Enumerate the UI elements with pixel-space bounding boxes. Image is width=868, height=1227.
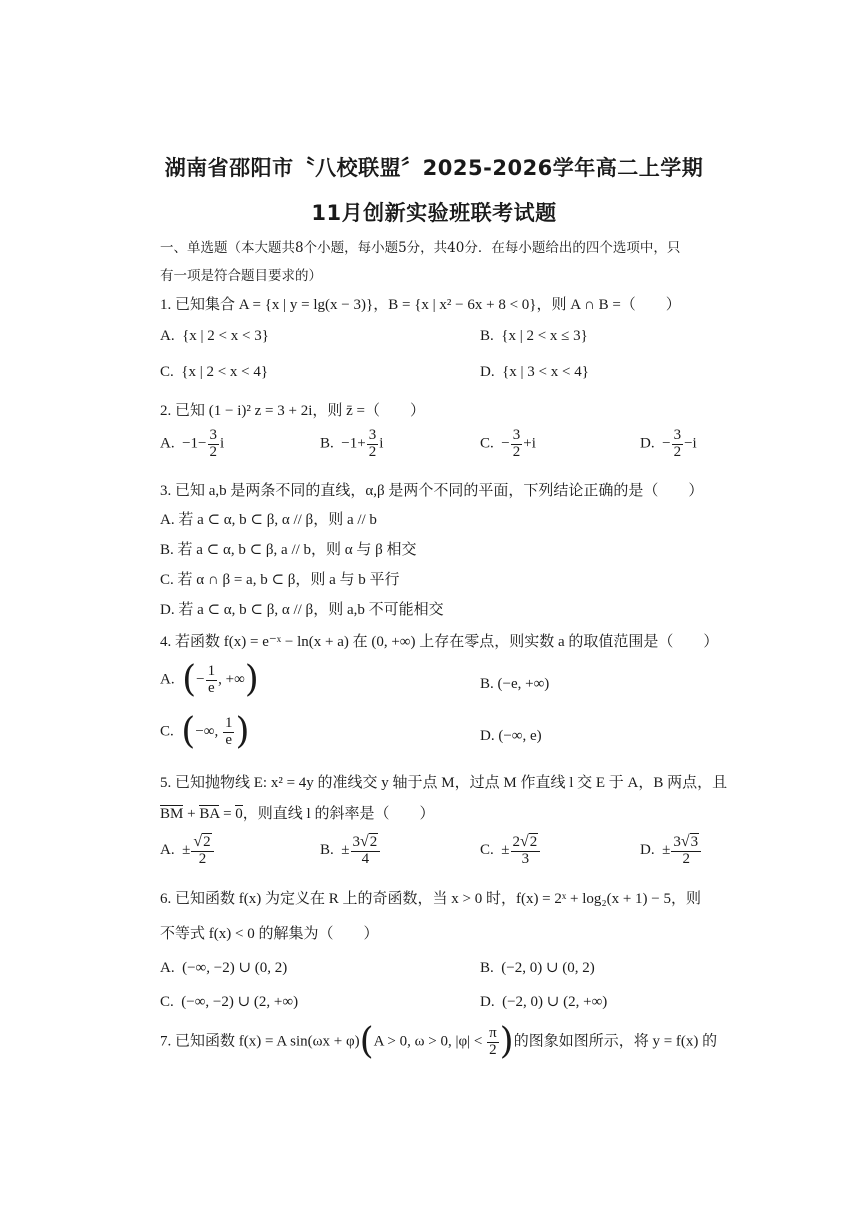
question-3-option-a: A. 若 a ⊂ α, b ⊂ β, α // β，则 a // b xyxy=(160,512,377,528)
question-2-option-d: D. − $\frac{3}{2}$ −i xyxy=(640,427,697,460)
question-2-option-c: C. − $\frac{3}{2}$ +i xyxy=(480,427,536,460)
question-6-option-b: B. (−2, 0) ∪ (0, 2) xyxy=(480,960,595,976)
question-5-stem-line-1: 5. 已知抛物线 E: x² = 4y 的准线交 y 轴于点 M，过点 M 作直线 l 交 E 于 A，B 两点，且 xyxy=(160,775,728,791)
question-6-stem-line-1: 6. 已知函数 f(x) 为定义在 R 上的奇函数，当 x > 0 时，f(x) = 2ˣ + log₂(x + 1) − 5，则 xyxy=(160,891,701,907)
exam-title-line-1: 湖南省邵阳市〝八校联盟〞2025-2026学年高二上学期 xyxy=(164,156,704,180)
question-4-option-d: D. (−∞, e) xyxy=(480,728,542,744)
question-4-stem: 4. 若函数 f(x) = e⁻ˣ − ln(x + a) 在 (0, +∞) 上存在零点，则实数 a 的取值范围是（ ） xyxy=(160,634,719,650)
question-3-option-b: B. 若 a ⊂ α, b ⊂ β, a // b，则 α 与 β 相交 xyxy=(160,542,417,558)
question-1-ask: ，则 A ∩ B =（ ） xyxy=(536,297,681,313)
question-5-option-a: A. ± $\frac{√2}{2}$ xyxy=(160,834,215,868)
question-3-stem: 3. 已知 a,b 是两条不同的直线，α,β 是两个不同的平面，下列结论正确的是（ ） xyxy=(160,483,704,499)
question-6-stem-line-2: 不等式 f(x) < 0 的解集为（ ） xyxy=(160,926,379,942)
zero-vector: 0 xyxy=(235,806,243,822)
question-1-prefix: 1. 已知集合 xyxy=(160,297,239,313)
question-3-option-c: C. 若 α ∩ β = a, b ⊂ β，则 a 与 b 平行 xyxy=(160,572,400,588)
question-7-stem: 7. 已知函数 f(x) = A sin(ωx + φ)(A > 0, ω > 0, |φ| < $\frac{\pi}{2}$ )的图象如图所示，将 y = f(x) 的 xyxy=(160,1021,718,1062)
section-instruction-line-2: 有一项是符合题目要求的） xyxy=(160,268,322,284)
question-6-option-d: D. (−2, 0) ∪ (2, +∞) xyxy=(480,994,608,1010)
question-1-option-b: B. {x | 2 < x ≤ 3} xyxy=(480,328,588,344)
question-6-option-a: A. (−∞, −2) ∪ (0, 2) xyxy=(160,960,288,976)
question-5-stem-line-2: BM + BA = 0，则直线 l 的斜率是（ ） xyxy=(160,806,435,822)
question-5-option-c: C. ± $\frac{2√2}{3}$ xyxy=(480,834,541,868)
question-5-option-d: D. ± $\frac{3√3}{2}$ xyxy=(640,834,702,868)
question-2-option-a: A. −1− $\frac{3}{2}$ i xyxy=(160,427,225,460)
exam-title-line-2: 11月创新实验班联考试题 xyxy=(311,201,557,225)
vector-ba: BA xyxy=(199,806,220,822)
question-4-option-c: C. (−∞, $\frac{1}{e}$ ) xyxy=(160,711,250,752)
question-3-option-d: D. 若 a ⊂ α, b ⊂ β, α // β，则 a,b 不可能相交 xyxy=(160,602,444,618)
question-1-option-c: C. {x | 2 < x < 4} xyxy=(160,364,269,380)
question-2-stem: 2. 已知 (1 − i)² z = 3 + 2i，则 z̄ =（ ） xyxy=(160,403,425,419)
question-4-option-a: A. (− $\frac{1}{e}$ , +∞) xyxy=(160,659,259,700)
question-2-option-b: B. −1+ $\frac{3}{2}$ i xyxy=(320,427,384,460)
question-1-option-a: A. {x | 2 < x < 3} xyxy=(160,328,269,344)
question-6-option-c: C. (−∞, −2) ∪ (2, +∞) xyxy=(160,994,299,1010)
section-instruction-line-1: 一、单选题（本大题共8个小题，每小题5分，共40分．在每小题给出的四个选项中，只 xyxy=(160,240,681,256)
question-1-stem xyxy=(160,293,681,314)
question-1-option-d: D. {x | 3 < x < 4} xyxy=(480,364,589,380)
question-1-set-b: B = {x | x² − 6x + 8 < 0} xyxy=(388,297,537,313)
question-5-option-b: B. ± $\frac{3√2}{4}$ xyxy=(320,834,381,868)
question-1-set-a: A = {x | y = lg(x − 3)} xyxy=(238,297,374,313)
question-4-option-b: B. (−e, +∞) xyxy=(480,676,550,692)
vector-bm: BM xyxy=(160,806,184,822)
question-1-separator: ， xyxy=(373,297,389,313)
